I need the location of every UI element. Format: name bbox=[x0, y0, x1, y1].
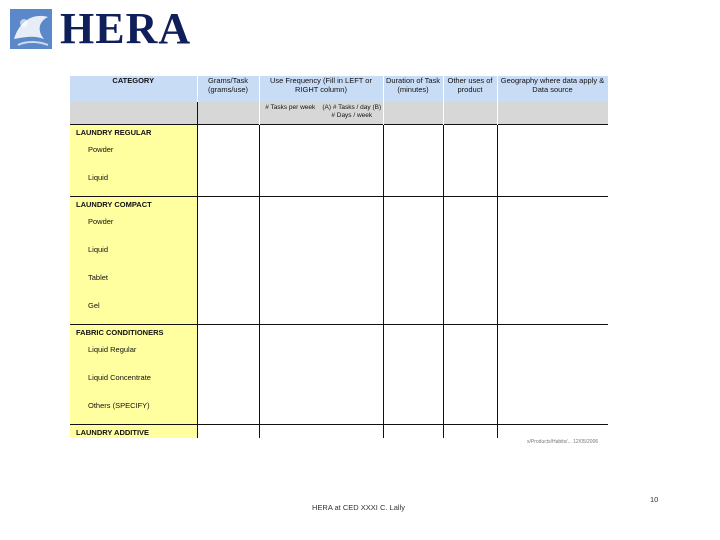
entry-cell bbox=[259, 368, 383, 396]
entry-cell bbox=[197, 125, 259, 141]
entry-cell bbox=[197, 240, 259, 268]
item-label: Gel bbox=[88, 301, 100, 310]
entry-cell bbox=[443, 212, 497, 240]
hera-logo bbox=[10, 4, 192, 53]
category-cell bbox=[70, 396, 197, 425]
entry-cell bbox=[497, 212, 608, 240]
footer-text: HERA at CED XXXI C. Lally bbox=[312, 503, 405, 512]
entry-cell bbox=[443, 296, 497, 325]
entry-cell bbox=[197, 296, 259, 325]
brand-name: HERA bbox=[60, 4, 192, 53]
entry-cell bbox=[443, 140, 497, 168]
category-cell bbox=[70, 197, 197, 213]
entry-cell bbox=[443, 325, 497, 341]
subheader-empty bbox=[197, 102, 259, 125]
category-cell bbox=[70, 140, 197, 168]
section-row bbox=[70, 125, 608, 141]
entry-cell bbox=[197, 396, 259, 425]
entry-cell bbox=[383, 240, 443, 268]
entry-cell bbox=[197, 140, 259, 168]
corner-note: x/Products/Habits/... 12/05/2006 bbox=[527, 439, 599, 445]
section-label: LAUNDRY COMPACT bbox=[76, 200, 152, 209]
entry-cell bbox=[497, 325, 608, 341]
category-cell bbox=[70, 168, 197, 197]
table-row bbox=[70, 240, 608, 268]
table-row bbox=[70, 368, 608, 396]
data-table bbox=[70, 76, 608, 438]
entry-cell bbox=[497, 296, 608, 325]
entry-cell bbox=[443, 168, 497, 197]
entry-cell bbox=[443, 396, 497, 425]
table-row bbox=[70, 168, 608, 197]
table-row bbox=[70, 212, 608, 240]
item-label: Powder bbox=[88, 145, 114, 154]
globe-icon bbox=[10, 9, 52, 49]
entry-cell bbox=[259, 425, 383, 439]
entry-cell bbox=[383, 340, 443, 368]
entry-cell bbox=[259, 296, 383, 325]
entry-cell bbox=[383, 396, 443, 425]
entry-cell bbox=[259, 268, 383, 296]
category-cell bbox=[70, 240, 197, 268]
entry-cell bbox=[259, 325, 383, 341]
entry-cell bbox=[497, 197, 608, 213]
entry-cell bbox=[383, 325, 443, 341]
entry-cell bbox=[259, 396, 383, 425]
entry-cell bbox=[259, 125, 383, 141]
entry-cell bbox=[383, 368, 443, 396]
section-row bbox=[70, 325, 608, 341]
entry-cell bbox=[197, 212, 259, 240]
item-label: Others (SPECIFY) bbox=[88, 401, 150, 410]
entry-cell bbox=[383, 125, 443, 141]
category-cell bbox=[70, 296, 197, 325]
entry-cell bbox=[197, 197, 259, 213]
entry-cell bbox=[497, 340, 608, 368]
subheader-empty bbox=[70, 102, 197, 125]
table-row bbox=[70, 140, 608, 168]
subheader-tasks-per-day: (A) # Tasks / day (B) # Days / week bbox=[322, 104, 382, 119]
entry-cell bbox=[197, 268, 259, 296]
header-grams-task: Grams/Task (grams/use) bbox=[197, 76, 259, 102]
header-use-frequency: Use Frequency (Fill in LEFT or RIGHT column) bbox=[259, 76, 383, 102]
entry-cell bbox=[259, 340, 383, 368]
header-geography: Geography where data apply & Data source bbox=[497, 76, 608, 102]
header-row bbox=[70, 76, 608, 102]
entry-cell bbox=[197, 325, 259, 341]
category-cell bbox=[70, 125, 197, 141]
item-label: Liquid Regular bbox=[88, 345, 137, 354]
item-label: Liquid bbox=[88, 245, 109, 254]
subheader-frequency bbox=[259, 102, 383, 125]
entry-cell bbox=[383, 168, 443, 197]
entry-cell bbox=[197, 340, 259, 368]
item-label: Tablet bbox=[88, 273, 109, 282]
category-cell bbox=[70, 368, 197, 396]
subheader-empty bbox=[497, 102, 608, 125]
entry-cell bbox=[197, 168, 259, 197]
section-row bbox=[70, 425, 608, 439]
entry-cell bbox=[497, 268, 608, 296]
table-body bbox=[70, 125, 608, 439]
item-label: Liquid bbox=[88, 173, 109, 182]
subheader-empty bbox=[443, 102, 497, 125]
section-label: FABRIC CONDITIONERS bbox=[76, 328, 164, 337]
entry-cell bbox=[443, 425, 497, 439]
header-category: CATEGORY bbox=[70, 76, 197, 102]
entry-cell bbox=[497, 140, 608, 168]
entry-cell bbox=[443, 340, 497, 368]
entry-cell bbox=[259, 168, 383, 197]
entry-cell bbox=[383, 212, 443, 240]
entry-cell bbox=[497, 240, 608, 268]
section-label: LAUNDRY ADDITIVE bbox=[76, 428, 150, 437]
section-row bbox=[70, 197, 608, 213]
entry-cell bbox=[443, 197, 497, 213]
entry-cell bbox=[259, 212, 383, 240]
entry-cell bbox=[259, 140, 383, 168]
item-label: Powder bbox=[88, 217, 114, 226]
data-collection-sheet bbox=[70, 76, 608, 438]
table-row bbox=[70, 296, 608, 325]
entry-cell bbox=[383, 140, 443, 168]
entry-cell bbox=[497, 125, 608, 141]
entry-cell bbox=[497, 396, 608, 425]
entry-cell bbox=[443, 125, 497, 141]
entry-cell bbox=[497, 368, 608, 396]
entry-cell bbox=[259, 197, 383, 213]
category-cell bbox=[70, 325, 197, 341]
entry-cell bbox=[497, 168, 608, 197]
subheader-row bbox=[70, 102, 608, 125]
category-cell bbox=[70, 425, 197, 439]
item-label: Liquid Concentrate bbox=[88, 373, 151, 382]
page-number: 10 bbox=[650, 495, 659, 504]
category-cell bbox=[70, 212, 197, 240]
entry-cell bbox=[259, 240, 383, 268]
entry-cell bbox=[197, 368, 259, 396]
entry-cell bbox=[383, 425, 443, 439]
category-cell bbox=[70, 340, 197, 368]
table-row bbox=[70, 268, 608, 296]
entry-cell bbox=[443, 268, 497, 296]
entry-cell bbox=[383, 268, 443, 296]
entry-cell bbox=[497, 425, 608, 439]
entry-cell bbox=[383, 197, 443, 213]
entry-cell bbox=[383, 296, 443, 325]
header-other-uses: Other uses of product bbox=[443, 76, 497, 102]
section-label: LAUNDRY REGULAR bbox=[76, 128, 152, 137]
subheader-empty bbox=[383, 102, 443, 125]
entry-cell bbox=[443, 240, 497, 268]
category-cell bbox=[70, 268, 197, 296]
entry-cell bbox=[197, 425, 259, 439]
subheader-tasks-per-week: # Tasks per week bbox=[265, 104, 316, 111]
header-duration: Duration of Task (minutes) bbox=[383, 76, 443, 102]
table-row bbox=[70, 340, 608, 368]
entry-cell bbox=[443, 368, 497, 396]
table-row bbox=[70, 396, 608, 425]
